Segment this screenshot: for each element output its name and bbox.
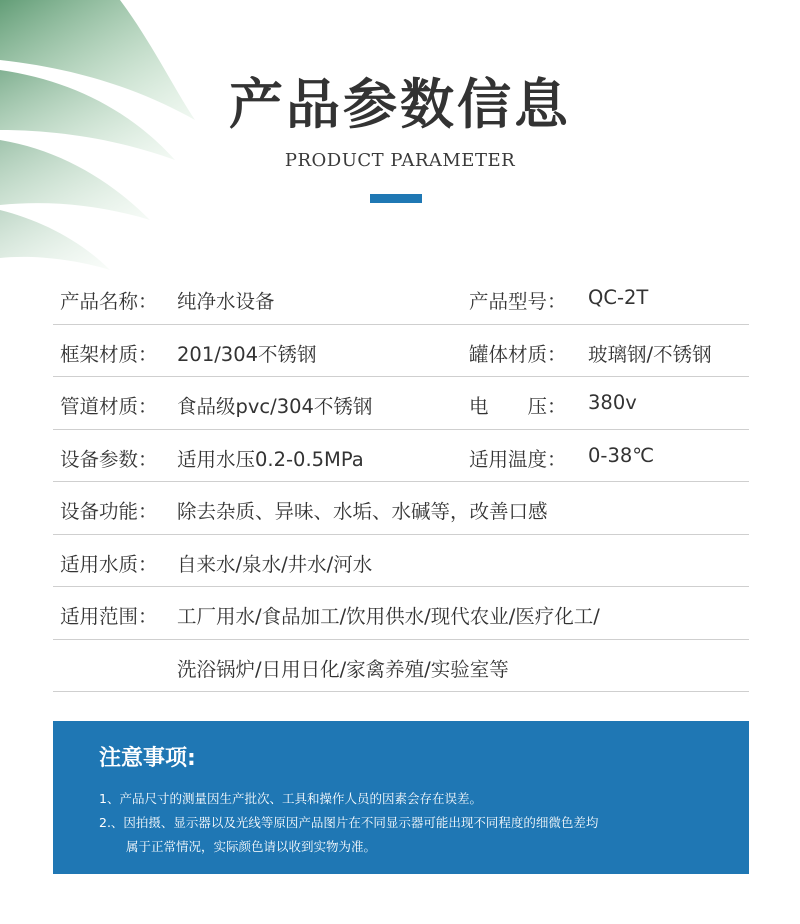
- param-value: 380v: [588, 391, 637, 414]
- param-label: 框架材质：: [60, 342, 158, 366]
- param-value: 0-38℃: [588, 443, 655, 467]
- param-value: 201/304不锈钢: [177, 342, 317, 366]
- param-value: 适用水压0.2-0.5MPa: [177, 447, 364, 471]
- param-row: [53, 640, 749, 693]
- param-row: [53, 377, 749, 430]
- param-value: 食品级pvc/304不锈钢: [177, 395, 373, 418]
- title-divider: [370, 194, 422, 203]
- notice-box: [53, 721, 749, 874]
- palm-leaf-icon: [0, 0, 220, 280]
- page-title: 产品参数信息: [229, 73, 571, 136]
- param-label: 设备功能：: [60, 500, 158, 523]
- parameter-table: [53, 272, 749, 692]
- param-label: 电 压：: [469, 395, 567, 418]
- param-label: 适用范围：: [60, 605, 158, 628]
- param-value: 洗浴锅炉/日用日化/家禽养殖/实验室等: [177, 657, 509, 681]
- notice-line: 属于正常情况，实际颜色请以收到实物为准。: [126, 839, 377, 854]
- param-label: 适用水质：: [60, 552, 158, 576]
- param-label: 设备参数：: [60, 447, 158, 471]
- param-row: [53, 482, 749, 535]
- param-value: 自来水/泉水/井水/河水: [177, 552, 373, 576]
- param-value: QC-2T: [588, 286, 649, 309]
- param-value: 除去杂质、异味、水垢、水碱等，改善口感: [177, 500, 548, 523]
- notice-title: 注意事项:: [99, 746, 196, 771]
- param-row: [53, 272, 749, 325]
- param-row: [53, 535, 749, 588]
- param-row: [53, 325, 749, 378]
- param-row: [53, 430, 749, 483]
- param-row: [53, 587, 749, 640]
- param-label: 管道材质：: [60, 395, 158, 418]
- param-label: 适用温度：: [469, 447, 567, 471]
- page-subtitle: PRODUCT PARAMETER: [284, 150, 516, 171]
- notice-line: 2.、因拍摄、显示器以及光线等原因产品图片在不同显示器可能出现不同程度的细微色差均: [99, 815, 599, 830]
- param-value: 玻璃钢/不锈钢: [588, 342, 712, 366]
- param-value: 工厂用水/食品加工/饮用供水/现代农业/医疗化工/: [177, 605, 600, 628]
- param-label: 产品型号：: [469, 290, 567, 313]
- notice-line: 1、产品尺寸的测量因生产批次、工具和操作人员的因素会存在误差。: [99, 791, 482, 806]
- param-value: 纯净水设备: [177, 290, 275, 313]
- param-label: 产品名称：: [60, 290, 158, 313]
- param-label: 罐体材质：: [469, 342, 567, 366]
